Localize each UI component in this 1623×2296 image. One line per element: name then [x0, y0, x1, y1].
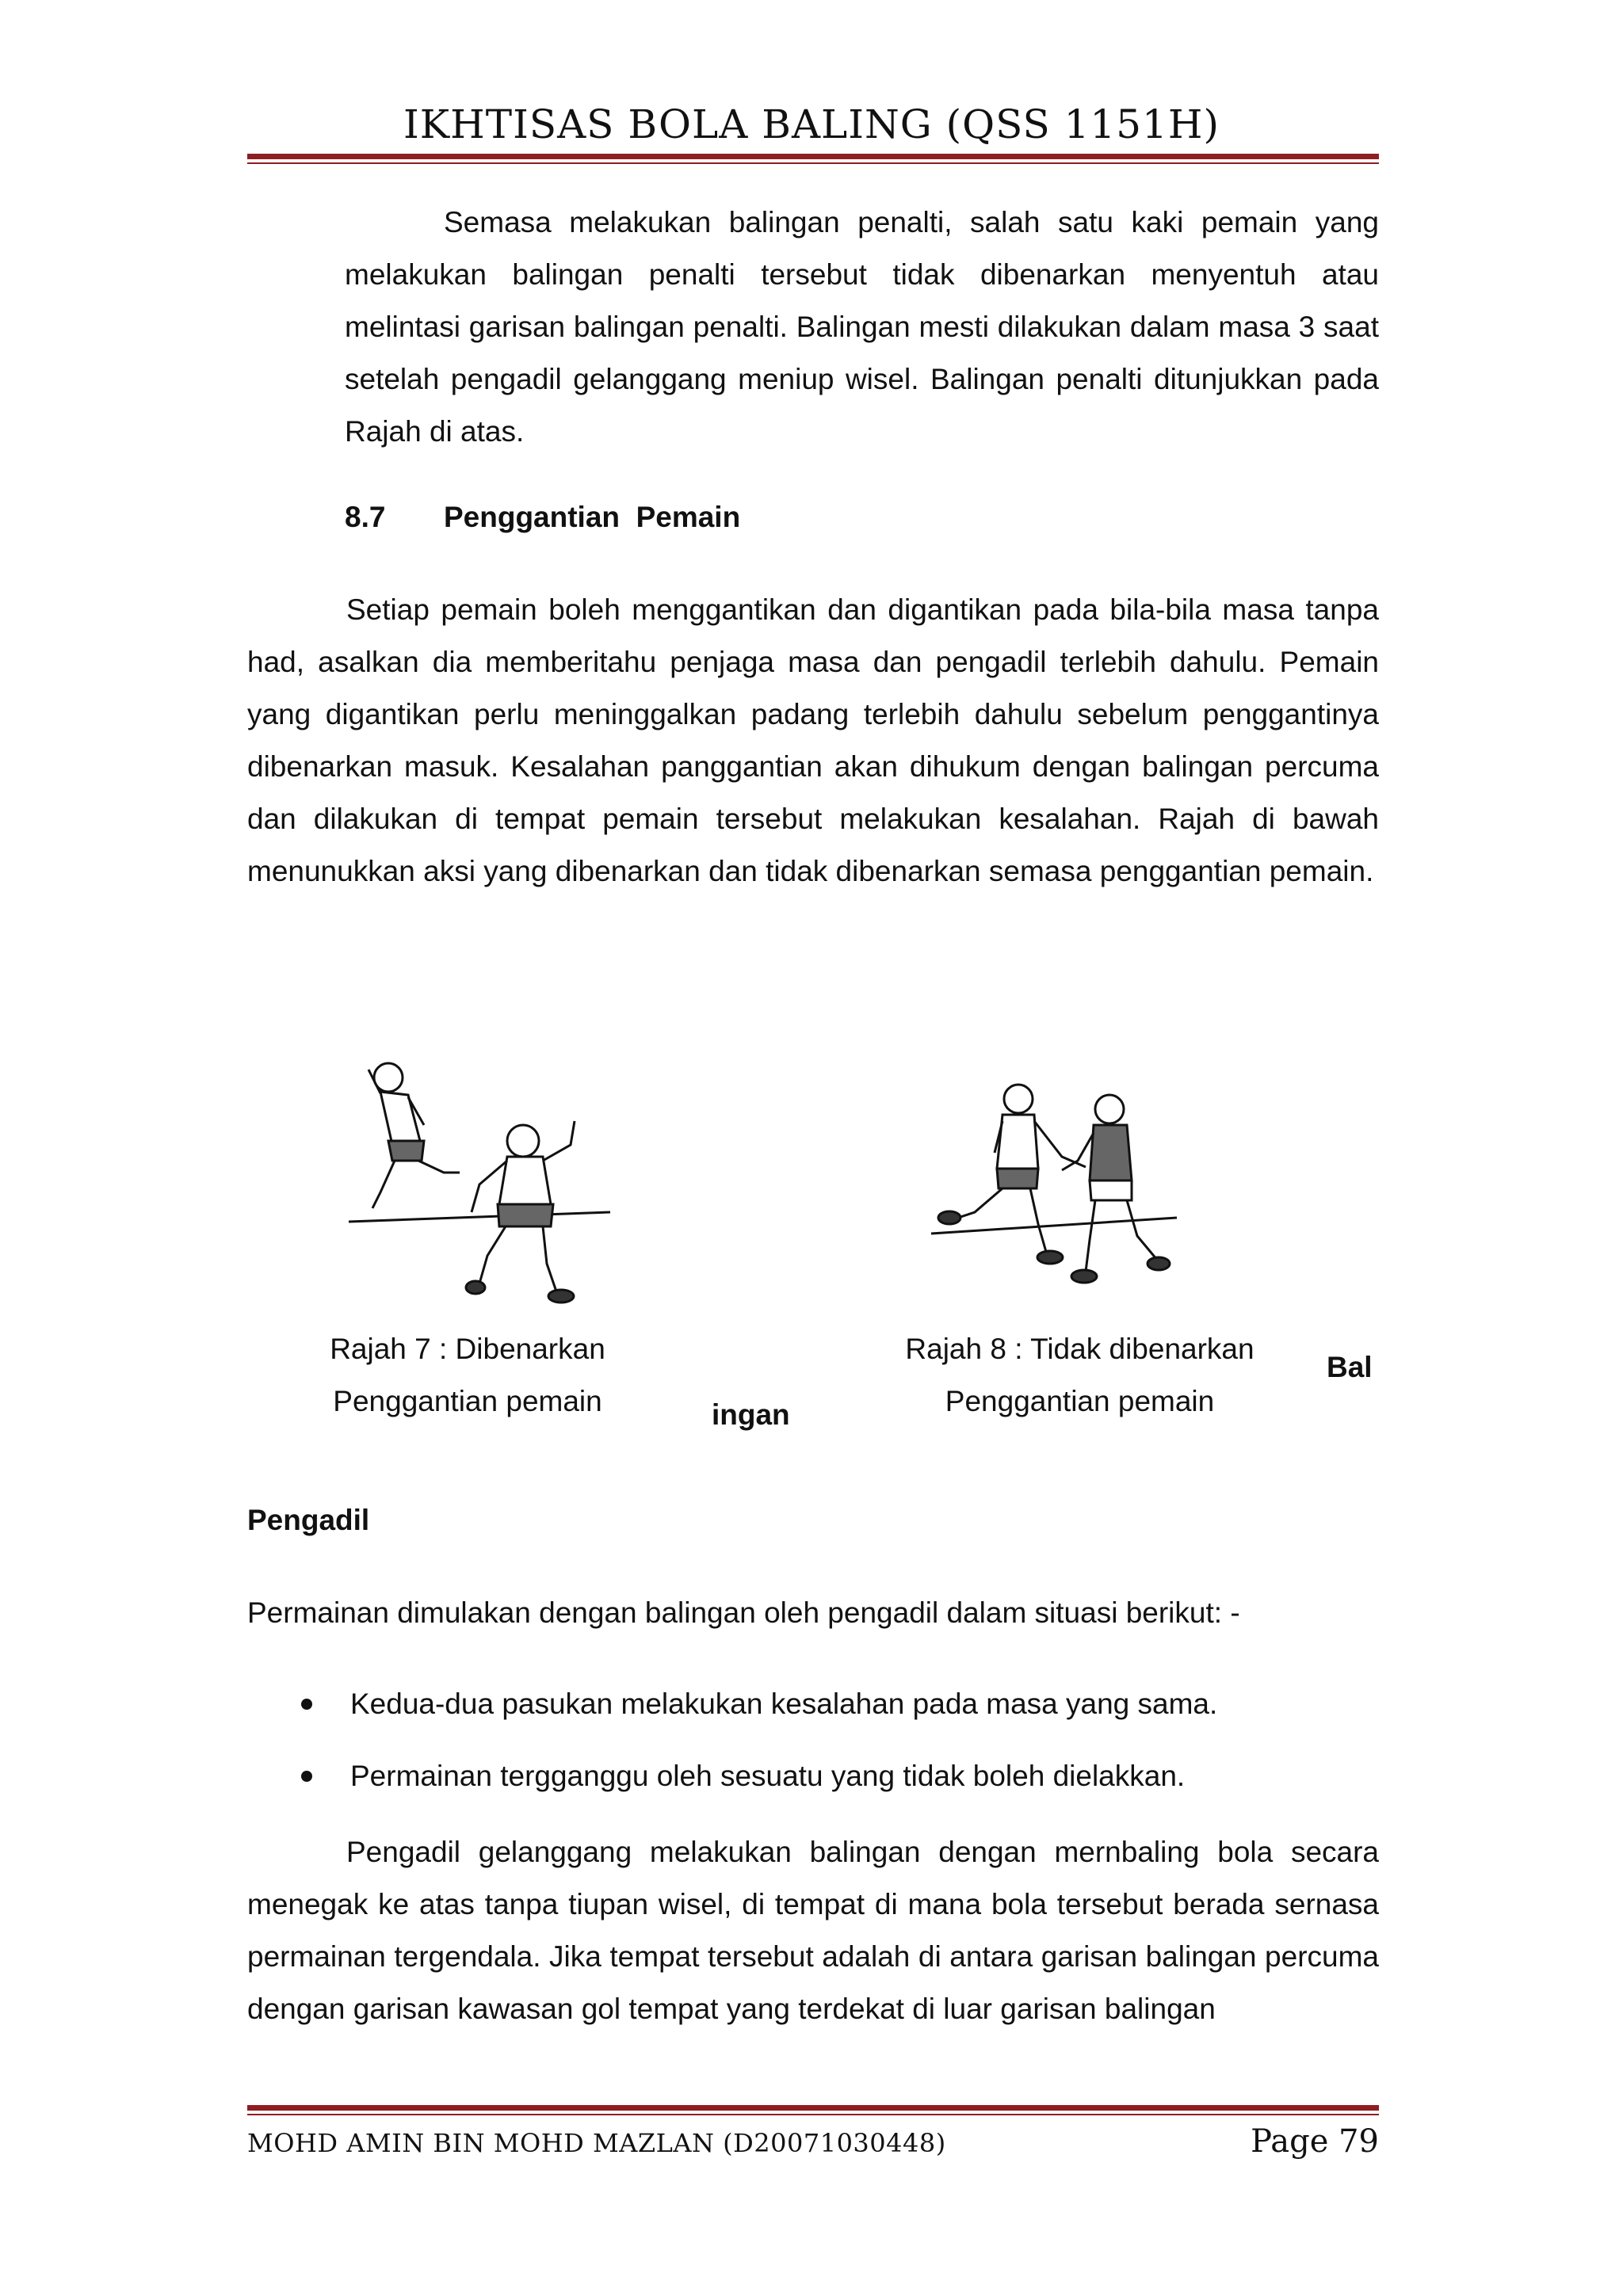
fig8-caption-line2: Penggantian pemain	[945, 1385, 1215, 1417]
header-rule-thick	[247, 154, 1379, 159]
fig7-caption-line1: Rajah 7 : Dibenarkan	[330, 1333, 605, 1365]
fig7-ground-line	[349, 1212, 610, 1222]
fig7-caption	[277, 1323, 658, 1428]
section-title: Penggantian Pemain	[444, 501, 741, 533]
paragraph-penggantian: Setiap pemain boleh menggantikan dan digantikan pada bila-bila masa tanpa had, asalkan dia memberitahu penjaga masa dan pengadil terlebih dahulu. Pemain yang digantikan perlu meninggalkan padang terlebih dahulu sebelum penggantinya dibenarkan masuk. Kesalahan panggantian akan dihukum dengan balingan percuma dan dilakukan di tempat pemain tersebut melakukan kesalahan. Rajah di bawah menunukkan aksi yang dibenarkan dan tidak dibenarkan semasa penggantian pemain.	[247, 593, 1379, 887]
bullet-text: Kedua-dua pasukan melakukan kesalahan pada masa yang sama.	[350, 1688, 1218, 1720]
pengadil-heading: Pengadil	[247, 1504, 370, 1536]
fig7-caption-line2: Penggantian pemain	[333, 1385, 602, 1417]
footer-author: MOHD AMIN BIN MOHD MAZLAN (D20071030448)	[247, 2128, 946, 2158]
fig8-left-player	[938, 1085, 1086, 1264]
bullet-dot-icon	[301, 1771, 312, 1782]
page-header-title: IKHTISAS BOLA BALING (QSS 1151H)	[403, 101, 1220, 147]
header-rule-thin	[247, 162, 1379, 164]
figure-7-illustration	[349, 1054, 618, 1323]
bullet-dot-icon	[301, 1699, 312, 1710]
fig7-outgoing-player	[369, 1063, 460, 1208]
section-number: 8.7	[345, 501, 386, 533]
paragraph-pengadil: Pengadil gelanggang melakukan balingan dengan mernbaling bola secara menegak ke atas tanpa tiupan wisel, di tempat di mana bola tersebut berada sernasa permainan tergendala. Jika tempat tersebut adalah di antara garisan balingan percuma dengan garisan kawasan gol tempat yang terdekat di luar garisan balingan	[247, 1836, 1379, 2025]
fig7-incoming-player	[466, 1121, 575, 1302]
fig8-caption-line1: Rajah 8 : Tidak dibenarkan	[905, 1333, 1254, 1365]
pengadil-intro: Permainan dimulakan dengan balingan oleh pengadil dalam situasi berikut: -	[247, 1596, 1240, 1629]
bullet-item	[247, 1688, 1217, 1721]
footer-page-number: Page 79	[1251, 2123, 1379, 2160]
fig8-ground-line	[931, 1218, 1177, 1234]
stray-text-ingan: ingan	[712, 1398, 790, 1431]
paragraph-penalti: Semasa melakukan balingan penalti, salah satu kaki pemain yang melakukan balingan penalti tersebut tidak dibenarkan menyentuh atau melintasi garisan balingan penalti. Balingan mesti dilakukan dalam masa 3 saat setelah pengadil gelanggang meniup wisel. Balingan penalti ditunjukkan pada Rajah di atas.	[345, 206, 1379, 448]
bullet-item	[247, 1760, 1185, 1793]
stray-text-bal: Bal	[1327, 1351, 1373, 1383]
figure-8-illustration	[927, 1081, 1181, 1299]
fig8-caption	[864, 1323, 1296, 1428]
footer-rule-thick	[247, 2105, 1379, 2111]
footer-rule-thin	[247, 2114, 1379, 2115]
fig8-right-player	[1062, 1095, 1170, 1283]
bullet-text: Permainan tergganggu oleh sesuatu yang tidak boleh dielakkan.	[350, 1760, 1186, 1792]
